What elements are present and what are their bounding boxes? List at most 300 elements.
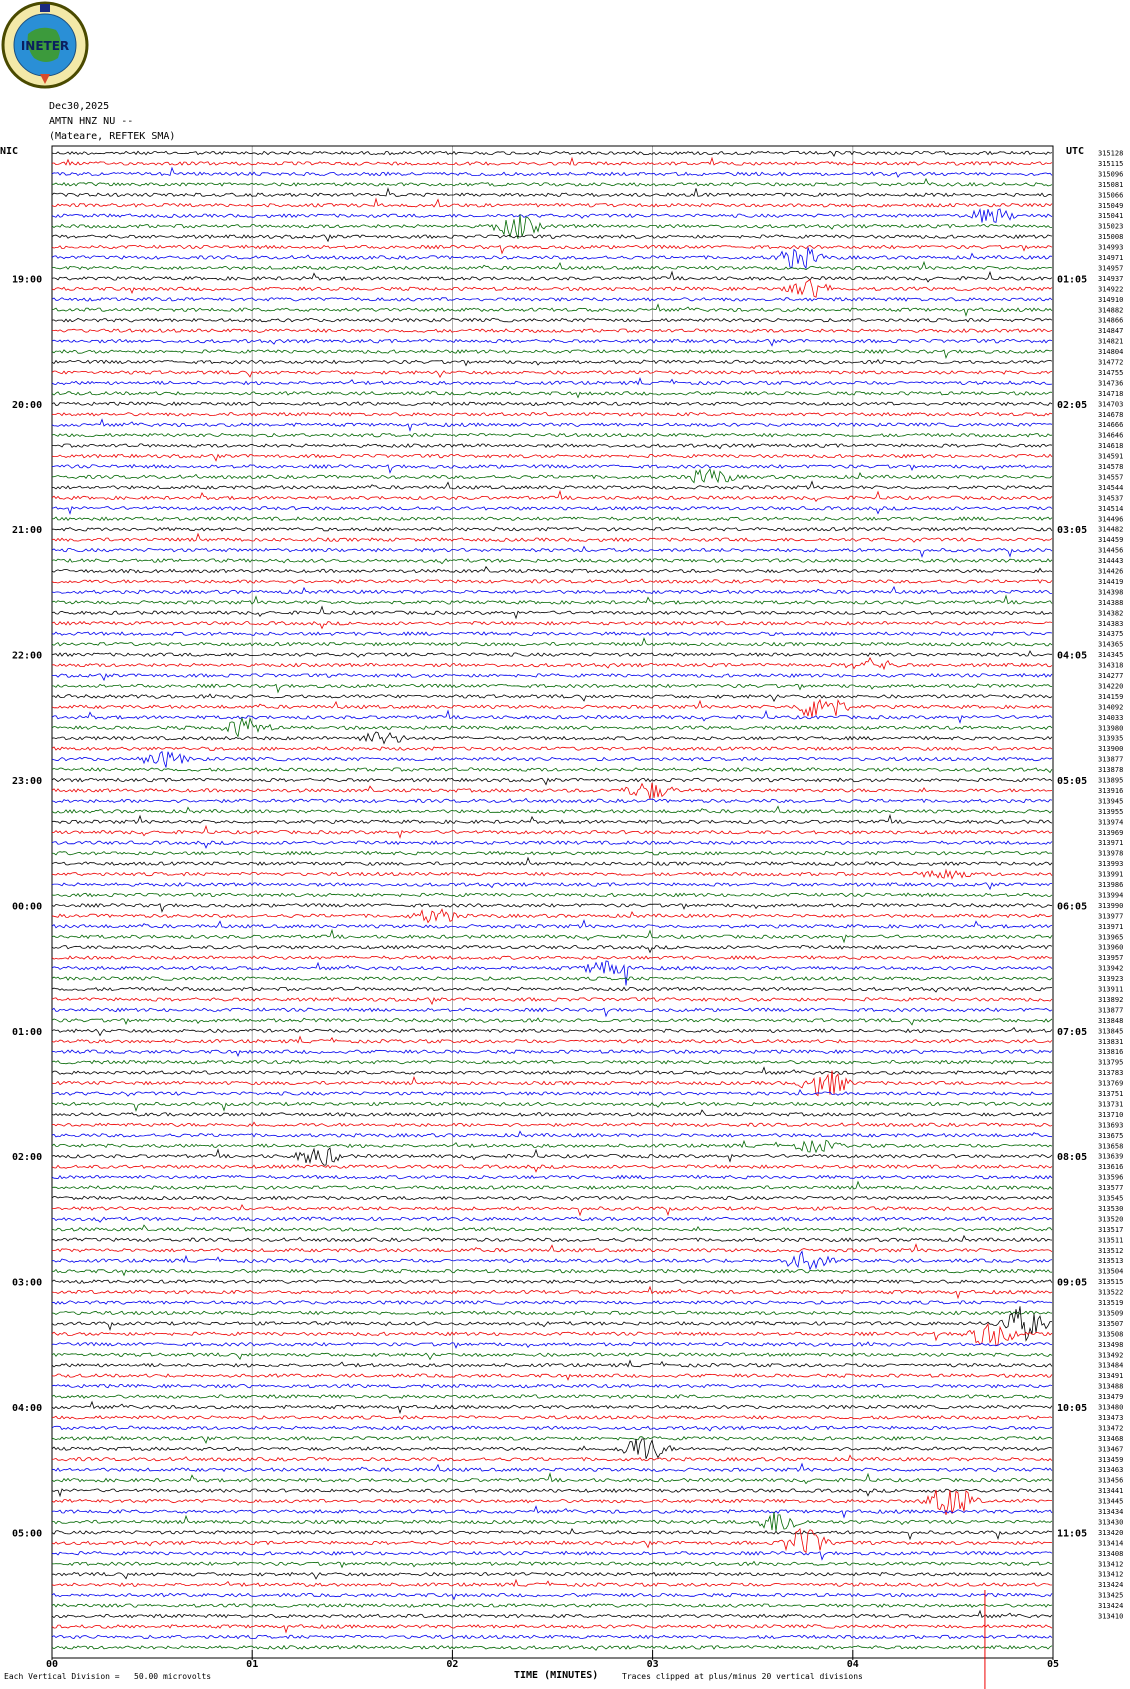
trace-value: 313978 (1098, 849, 1124, 858)
left-hour-label: 01:00 (12, 1026, 43, 1038)
trace-value: 313751 (1098, 1090, 1124, 1098)
trace-value: 313459 (1098, 1455, 1124, 1464)
trace-value: 313463 (1098, 1466, 1124, 1475)
trace-value: 314937 (1098, 274, 1124, 283)
trace-value: 313467 (1098, 1445, 1124, 1454)
trace-value: 313410 (1098, 1612, 1124, 1621)
left-hour-label: 05:00 (12, 1528, 43, 1540)
trace-16 (52, 305, 1052, 316)
trace-96 (52, 1140, 1052, 1152)
trace-127 (52, 1464, 1052, 1472)
trace-83 (52, 1008, 1052, 1016)
trace-65 (52, 815, 1052, 823)
trace-15 (52, 298, 1052, 301)
trace-value: 313960 (1098, 943, 1124, 952)
trace-value: 313971 (1098, 922, 1124, 931)
trace-3 (52, 168, 1052, 177)
trace-124 (52, 1437, 1052, 1443)
trace-value: 313456 (1098, 1476, 1124, 1485)
trace-133 (52, 1529, 1052, 1539)
trace-56 (52, 718, 1052, 737)
right-timezone-label: UTC (1066, 146, 1085, 157)
trace-68 (52, 852, 1052, 855)
right-hour-label: 09:05 (1057, 1277, 1088, 1289)
trace-5 (52, 188, 1052, 196)
trace-129 (52, 1489, 1052, 1496)
trace-8 (52, 214, 1052, 238)
trace-value: 314277 (1098, 672, 1124, 680)
trace-value: 314388 (1098, 598, 1124, 607)
trace-33 (52, 482, 1052, 490)
trace-value: 313512 (1098, 1246, 1124, 1255)
right-hour-label: 07:05 (1057, 1026, 1088, 1038)
trace-37 (52, 528, 1052, 531)
trace-value: 314666 (1098, 421, 1124, 430)
x-tick-label: 00 (45, 1659, 59, 1670)
trace-114 (52, 1324, 1052, 1346)
trace-value: 313892 (1098, 995, 1124, 1004)
trace-108 (52, 1269, 1052, 1275)
trace-142 (52, 1625, 1052, 1633)
right-hour-label: 02:05 (1057, 399, 1088, 411)
trace-value: 313545 (1098, 1194, 1124, 1203)
x-tick-label: 04 (846, 1659, 859, 1670)
trace-105 (52, 1236, 1052, 1242)
x-tick-label: 02 (446, 1659, 459, 1670)
trace-137 (52, 1573, 1052, 1579)
trace-120 (52, 1395, 1052, 1399)
trace-9 (52, 235, 1052, 241)
trace-value: 314426 (1098, 567, 1124, 576)
trace-54 (52, 700, 1052, 717)
trace-78 (52, 956, 1052, 959)
trace-144 (52, 1646, 1052, 1651)
trace-value: 315115 (1098, 159, 1124, 168)
trace-100 (52, 1182, 1052, 1190)
trace-30 (52, 454, 1052, 460)
trace-28 (52, 434, 1052, 437)
x-tick-label: 05 (1046, 1659, 1060, 1670)
right-hour-label: 03:05 (1057, 525, 1088, 537)
trace-112 (52, 1311, 1052, 1314)
trace-84 (52, 1018, 1052, 1025)
trace-value: 313878 (1098, 766, 1124, 775)
left-hour-label: 23:00 (12, 776, 43, 787)
trace-value: 313965 (1098, 933, 1124, 942)
trace-value: 313507 (1098, 1319, 1124, 1328)
trace-value: 313509 (1098, 1309, 1124, 1318)
trace-value: 314772 (1098, 358, 1124, 367)
trace-value: 313994 (1098, 891, 1124, 900)
trace-value: 313596 (1098, 1173, 1124, 1182)
trace-value: 314703 (1098, 400, 1124, 409)
trace-value: 313848 (1098, 1016, 1124, 1025)
trace-91 (52, 1090, 1052, 1096)
trace-75 (52, 920, 1052, 928)
trace-26 (52, 412, 1052, 416)
left-hour-label: 03:00 (12, 1277, 43, 1289)
trace-4 (52, 179, 1052, 186)
trace-value: 315008 (1098, 233, 1124, 242)
trace-98 (52, 1165, 1052, 1172)
trace-42 (52, 579, 1052, 583)
trace-66 (52, 826, 1052, 838)
trace-value: 313420 (1098, 1528, 1124, 1537)
trace-102 (52, 1205, 1052, 1215)
trace-value: 313783 (1098, 1069, 1124, 1078)
trace-value: 313816 (1098, 1048, 1124, 1057)
trace-value: 313520 (1098, 1215, 1124, 1224)
trace-value: 313513 (1098, 1257, 1124, 1266)
trace-24 (52, 392, 1052, 398)
trace-118 (52, 1374, 1052, 1380)
trace-value: 313519 (1098, 1299, 1124, 1307)
seismogram-traces (52, 151, 1052, 1650)
trace-113 (52, 1306, 1052, 1340)
trace-13 (52, 272, 1052, 282)
trace-121 (52, 1402, 1052, 1413)
trace-136 (52, 1562, 1052, 1568)
trace-111 (52, 1301, 1052, 1304)
trace-value: 314382 (1098, 609, 1124, 618)
trace-29 (52, 444, 1052, 449)
clip-note: Traces clipped at plus/minus 20 vertical divisions (622, 1672, 863, 1681)
trace-138 (52, 1580, 1052, 1586)
trace-1 (52, 151, 1052, 156)
trace-34 (52, 491, 1052, 501)
trace-11 (52, 247, 1052, 268)
trace-value: 315049 (1098, 201, 1124, 210)
trace-110 (52, 1287, 1052, 1298)
trace-value: 313980 (1098, 724, 1124, 733)
trace-value: 313517 (1098, 1225, 1124, 1234)
trace-value: 313577 (1098, 1184, 1124, 1193)
trace-value: 314646 (1098, 431, 1124, 440)
trace-value: 313484 (1098, 1361, 1124, 1370)
trace-89 (52, 1067, 1052, 1074)
trace-48 (52, 638, 1052, 646)
left-hour-label: 02:00 (12, 1152, 43, 1164)
trace-value: 313693 (1098, 1121, 1124, 1130)
trace-74 (52, 909, 1052, 922)
trace-94 (52, 1122, 1052, 1126)
trace-92 (52, 1102, 1052, 1110)
trace-value: 314578 (1098, 463, 1124, 471)
trace-value: 313616 (1098, 1163, 1124, 1172)
trace-40 (52, 559, 1052, 564)
trace-value: 314922 (1098, 285, 1124, 294)
trace-value: 313877 (1098, 755, 1124, 764)
trace-88 (52, 1061, 1052, 1064)
trace-value: 313993 (1098, 860, 1124, 869)
trace-45 (52, 607, 1052, 619)
trace-value: 314821 (1098, 337, 1124, 346)
trace-19 (52, 339, 1052, 345)
trace-value: 314678 (1098, 410, 1124, 419)
trace-97 (52, 1148, 1052, 1165)
trace-value: 313522 (1098, 1288, 1124, 1297)
trace-62 (52, 783, 1052, 799)
trace-value: 313935 (1098, 734, 1124, 743)
trace-35 (52, 507, 1052, 514)
trace-value: 314882 (1098, 306, 1124, 315)
trace-value: 313515 (1098, 1278, 1124, 1287)
trace-116 (52, 1353, 1052, 1359)
trace-value: 313942 (1098, 964, 1124, 973)
location-label: (Mateare, REFTEK SMA) (49, 131, 176, 142)
trace-value: 313877 (1098, 1006, 1124, 1015)
trace-82 (52, 998, 1052, 1004)
trace-125 (52, 1439, 1052, 1459)
trace-73 (52, 903, 1052, 911)
trace-103 (52, 1217, 1052, 1222)
trace-value: 313895 (1098, 776, 1124, 785)
trace-value: 313957 (1098, 954, 1124, 963)
right-hour-label: 06:05 (1057, 901, 1088, 913)
trace-64 (52, 806, 1052, 813)
trace-value: 314456 (1098, 546, 1124, 555)
trace-value: 314718 (1098, 389, 1124, 398)
trace-95 (52, 1131, 1052, 1137)
trace-value: 313508 (1098, 1330, 1124, 1339)
trace-93 (52, 1110, 1052, 1116)
trace-22 (52, 371, 1052, 377)
trace-value: 313408 (1098, 1549, 1124, 1558)
trace-99 (52, 1175, 1052, 1178)
trace-value: 313445 (1098, 1497, 1124, 1506)
trace-value: 314459 (1098, 536, 1124, 545)
trace-72 (52, 893, 1052, 897)
trace-value: 313990 (1098, 901, 1124, 910)
trace-31 (52, 465, 1052, 473)
trace-value: 314383 (1098, 619, 1124, 628)
trace-value: 313480 (1098, 1403, 1124, 1412)
left-timezone-label: NIC (0, 146, 19, 157)
trace-value: 315096 (1098, 170, 1124, 179)
trace-43 (52, 587, 1052, 594)
trace-value: 315066 (1098, 191, 1124, 200)
trace-value: 314910 (1098, 295, 1124, 304)
trace-value: 315023 (1098, 222, 1124, 231)
trace-63 (52, 799, 1052, 803)
trace-79 (52, 961, 1052, 986)
trace-value: 313991 (1098, 870, 1124, 879)
trace-value: 313658 (1098, 1142, 1124, 1151)
trace-value: 314847 (1098, 327, 1124, 336)
left-hour-label: 21:00 (12, 525, 43, 537)
trace-value: 314443 (1098, 557, 1124, 566)
trace-7 (52, 209, 1052, 223)
trace-39 (52, 547, 1052, 557)
trace-value: 313923 (1098, 975, 1124, 984)
trace-135 (52, 1551, 1052, 1559)
trace-140 (52, 1604, 1052, 1608)
trace-49 (52, 651, 1052, 657)
trace-101 (52, 1196, 1052, 1200)
trace-value: 313974 (1098, 818, 1124, 827)
trace-value: 313977 (1098, 912, 1124, 921)
trace-70 (52, 870, 1052, 879)
trace-71 (52, 883, 1052, 889)
trace-55 (52, 711, 1052, 723)
trace-60 (52, 768, 1052, 773)
trace-value: 313425 (1098, 1591, 1124, 1600)
trace-value: 314866 (1098, 316, 1124, 325)
trace-143 (52, 1635, 1052, 1638)
trace-value: 313412 (1098, 1570, 1124, 1579)
trace-47 (52, 632, 1052, 635)
trace-value: 315041 (1098, 212, 1124, 221)
left-hour-label: 20:00 (12, 399, 43, 411)
trace-value: 314537 (1098, 494, 1124, 503)
trace-126 (52, 1455, 1052, 1461)
trace-value: 313424 (1098, 1581, 1124, 1590)
right-hour-label: 10:05 (1057, 1403, 1088, 1414)
right-hour-labels (1057, 274, 1087, 1539)
trace-57 (52, 732, 1052, 744)
trace-value: 313731 (1098, 1100, 1124, 1109)
left-hour-label: 22:00 (12, 650, 43, 662)
station-label: AMTN HNZ NU -- (49, 116, 134, 127)
trace-value: 314482 (1098, 525, 1124, 534)
trace-107 (52, 1251, 1052, 1269)
trace-59 (52, 752, 1052, 768)
trace-value: 314398 (1098, 588, 1124, 597)
trace-139 (52, 1593, 1052, 1599)
trace-value: 314557 (1098, 473, 1124, 482)
trace-117 (52, 1361, 1052, 1367)
trace-value: 313986 (1098, 881, 1124, 889)
trace-value: 313498 (1098, 1340, 1124, 1349)
x-axis-label: TIME (MINUTES) (514, 1670, 599, 1681)
trace-value: 313412 (1098, 1560, 1124, 1569)
trace-value: 313530 (1098, 1204, 1124, 1213)
trace-value: 314033 (1098, 713, 1124, 722)
trace-value: 313971 (1098, 839, 1124, 848)
trace-value: 313511 (1098, 1236, 1124, 1245)
trace-2 (52, 158, 1052, 165)
trace-value: 314957 (1098, 264, 1124, 273)
trace-value: 313675 (1098, 1131, 1124, 1140)
trace-value: 314618 (1098, 442, 1124, 451)
trace-86 (52, 1037, 1052, 1043)
trace-12 (52, 262, 1052, 270)
trace-value: 313911 (1098, 985, 1124, 994)
trace-109 (52, 1280, 1052, 1283)
trace-value: 313434 (1098, 1508, 1124, 1516)
trace-value: 313955 (1098, 807, 1124, 816)
trace-41 (52, 567, 1052, 573)
left-hour-label: 04:00 (12, 1403, 43, 1414)
trace-value: 313969 (1098, 828, 1124, 837)
trace-123 (52, 1426, 1052, 1431)
trace-value: 313479 (1098, 1393, 1124, 1402)
left-hour-label: 00:00 (12, 901, 43, 913)
trace-value: 314591 (1098, 452, 1124, 461)
trace-53 (52, 694, 1052, 701)
trace-value: 314971 (1098, 254, 1124, 262)
right-hour-label: 08:05 (1057, 1152, 1088, 1164)
trace-76 (52, 930, 1052, 942)
trace-value: 314993 (1098, 243, 1124, 252)
svg-text:INETER: INETER (20, 39, 70, 53)
trace-69 (52, 858, 1052, 866)
trace-value: 314496 (1098, 515, 1124, 524)
trace-67 (52, 841, 1052, 848)
right-hour-label: 11:05 (1057, 1528, 1088, 1540)
date-label: Dec30,2025 (49, 101, 110, 112)
trace-52 (52, 684, 1052, 692)
trace-value: 313769 (1098, 1079, 1124, 1088)
trace-value: 315128 (1098, 149, 1124, 158)
trace-value: 314755 (1098, 368, 1124, 377)
trace-61 (52, 778, 1052, 784)
trace-58 (52, 747, 1052, 750)
trace-119 (52, 1384, 1052, 1388)
trace-value: 313916 (1098, 786, 1124, 795)
trace-18 (52, 329, 1052, 332)
trace-value: 313473 (1098, 1413, 1124, 1422)
trace-27 (52, 420, 1052, 431)
trace-value: 314092 (1098, 703, 1124, 712)
trace-25 (52, 402, 1052, 406)
trace-value: 313845 (1098, 1027, 1124, 1036)
trace-value: 313430 (1098, 1518, 1124, 1527)
scale-note: Each Vertical Division = 50.00 microvolts (4, 1672, 212, 1681)
trace-141 (52, 1611, 1052, 1618)
trace-44 (52, 596, 1052, 604)
trace-value: 314514 (1098, 504, 1124, 513)
trace-value: 314375 (1098, 630, 1124, 639)
trace-value: 313945 (1098, 797, 1124, 806)
trace-value: 314365 (1098, 640, 1124, 649)
trace-81 (52, 987, 1052, 992)
x-tick-label: 03 (646, 1659, 659, 1670)
trace-85 (52, 1028, 1052, 1036)
trace-value: 314736 (1098, 379, 1124, 388)
trace-87 (52, 1050, 1052, 1056)
trace-132 (52, 1512, 1052, 1532)
trace-21 (52, 360, 1052, 366)
trace-value: 314318 (1098, 661, 1124, 670)
trace-14 (52, 280, 1052, 298)
left-hour-label: 19:00 (12, 274, 43, 286)
trace-value: 314159 (1098, 692, 1124, 701)
right-hour-label: 01:05 (1057, 274, 1088, 286)
trace-value: 313414 (1098, 1539, 1124, 1548)
trace-value: 313491 (1098, 1372, 1124, 1381)
trace-value: 313710 (1098, 1110, 1124, 1119)
trace-104 (52, 1225, 1052, 1231)
trace-values (1098, 150, 1123, 1621)
trace-77 (52, 946, 1052, 953)
left-hour-labels (12, 274, 42, 1539)
trace-6 (52, 199, 1052, 207)
trace-106 (52, 1244, 1052, 1252)
right-hour-label: 04:05 (1057, 650, 1088, 662)
trace-value: 313441 (1098, 1487, 1124, 1496)
trace-10 (52, 245, 1052, 253)
trace-17 (52, 319, 1052, 322)
trace-value: 314804 (1098, 348, 1124, 357)
right-hour-label: 05:05 (1057, 776, 1088, 787)
trace-130 (52, 1490, 1052, 1515)
trace-value: 314544 (1098, 483, 1124, 492)
trace-value: 314220 (1098, 682, 1124, 691)
trace-value: 313492 (1098, 1351, 1124, 1360)
trace-131 (52, 1506, 1052, 1517)
trace-value: 313472 (1098, 1424, 1124, 1433)
